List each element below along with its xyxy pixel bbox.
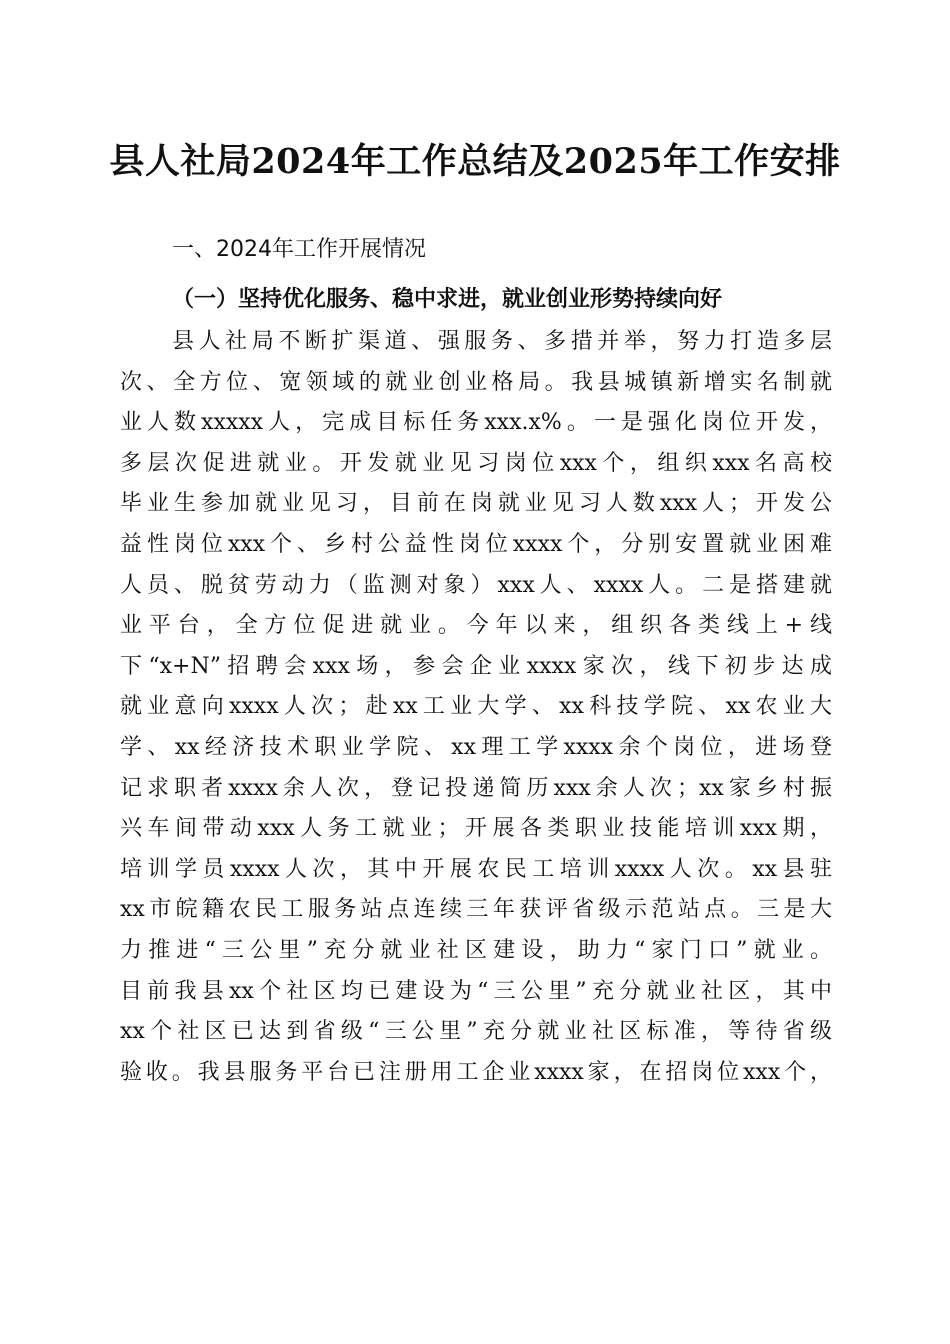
paragraph-line: xx市皖籍农民工服务站点连续三年获评省级示范站点。三是大 bbox=[120, 897, 832, 923]
paragraph-line: 目前我县xx个社区均已建设为“三公里”充分就业社区，其中 bbox=[120, 978, 832, 1004]
paragraph-line: 下“x+N”招聘会xxx场，参会企业xxxx家次，线下初步达成 bbox=[120, 653, 832, 679]
paragraph-line: 多层次促进就业。开发就业见习岗位xxx个，组织xxx名高校 bbox=[120, 450, 832, 476]
paragraph-line: 就业意向xxxx人次；赴xx工业大学、xx科技学院、xx农业大 bbox=[120, 694, 832, 720]
paragraph-line: 培训学员xxxx人次，其中开展农民工培训xxxx人次。xx县驻 bbox=[120, 856, 832, 882]
paragraph-line: 兴车间带动xxx人务工就业；开展各类职业技能培训xxx期， bbox=[120, 816, 832, 842]
paragraph-line: 益性岗位xxx个、乡村公益性岗位xxxx个，分别安置就业困难 bbox=[120, 531, 832, 557]
section-heading: 一、2024年工作开展情况 bbox=[172, 237, 426, 262]
paragraph-line: 次、全方位、宽领域的就业创业格局。我县城镇新增实名制就 bbox=[120, 369, 832, 395]
paragraph-line: 业人数xxxxx人，完成目标任务xxx.x%。一是强化岗位开发， bbox=[120, 410, 832, 436]
paragraph-line: 记求职者xxxx余人次，登记投递简历xxx余人次；xx家乡村振 bbox=[120, 775, 832, 801]
paragraph-line: 学、xx经济技术职业学院、xx理工学xxxx余个岗位，进场登 bbox=[120, 734, 832, 760]
paragraph-line: 人员、脱贫劳动力（监测对象）xxx人、xxxx人。二是搭建就 bbox=[120, 572, 832, 598]
paragraph-line: 验收。我县服务平台已注册用工企业xxxx家，在招岗位xxx个， bbox=[120, 1059, 832, 1085]
paragraph-line: 县人社局不断扩渠道、强服务、多措并举，努力打造多层 bbox=[172, 329, 832, 354]
paragraph-line: xx个社区已达到省级“三公里”充分就业社区标准，等待省级 bbox=[120, 1019, 832, 1045]
document-title: 县人社局2024年工作总结及2025年工作安排 bbox=[109, 141, 841, 182]
paragraph-line: 业平台，全方位促进就业。今年以来，组织各类线上+线 bbox=[120, 613, 832, 639]
subsection-heading: （一）坚持优化服务、稳中求进，就业创业形势持续向好 bbox=[172, 286, 723, 312]
paragraph-line: 毕业生参加就业见习，目前在岗就业见习人数xxx人；开发公 bbox=[120, 491, 832, 517]
body-paragraph bbox=[120, 322, 832, 1093]
paragraph-line: 力推进“三公里”充分就业社区建设，助力“家门口”就业。 bbox=[120, 937, 832, 963]
